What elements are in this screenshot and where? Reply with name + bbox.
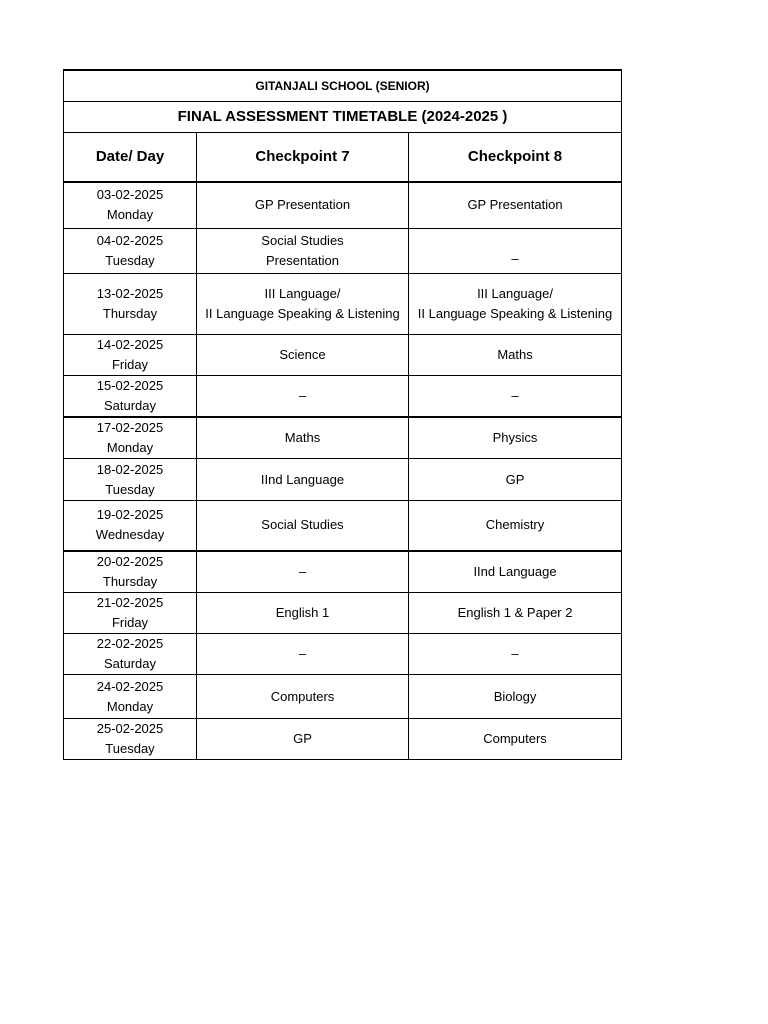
date-day-cell (64, 334, 197, 375)
checkpoint-7-cell (197, 228, 409, 273)
table-row (64, 675, 622, 719)
subject-text: – (511, 646, 519, 661)
day-text: Tuesday (105, 481, 155, 497)
subject-text: – (511, 250, 519, 266)
table-row (64, 593, 622, 634)
checkpoint-7-cell (197, 634, 409, 675)
timetable-table (63, 69, 622, 760)
day-text: Friday (111, 615, 149, 630)
checkpoint-8-cell (409, 501, 622, 551)
day-text: Monday (106, 207, 154, 223)
table-row (64, 501, 622, 551)
table-row (64, 719, 622, 760)
header-row (64, 133, 622, 183)
day-text: Thursday (102, 305, 158, 321)
subject-text: Science (279, 346, 326, 362)
subject-text: III Language/ (264, 285, 341, 301)
subject-text: GP (505, 471, 525, 487)
subject-text: – (298, 646, 307, 661)
date-day-cell (64, 228, 197, 273)
subject-text: Maths (284, 429, 321, 445)
date-text: 24-02-2025 (96, 678, 164, 694)
checkpoint-8-cell (409, 459, 622, 501)
date-text: 13-02-2025 (96, 285, 164, 301)
header-date-day: Date/ Day (64, 133, 197, 183)
checkpoint-8-cell (409, 593, 622, 634)
subject-text: Maths (497, 346, 533, 362)
subject-text: English 1 (275, 605, 330, 620)
date-text: 22-02-2025 (96, 636, 164, 651)
day-text: Wednesday (95, 527, 165, 543)
checkpoint-8-cell (409, 551, 622, 593)
day-text: Friday (111, 356, 149, 372)
subject-text: GP Presentation (254, 197, 351, 213)
checkpoint-7-cell (197, 375, 409, 417)
checkpoint-8-cell (409, 375, 622, 417)
checkpoint-8-cell (409, 182, 622, 228)
checkpoint-8-cell (409, 334, 622, 375)
checkpoint-7-cell (197, 593, 409, 634)
subject-text: Presentation (266, 252, 339, 268)
table-row (64, 551, 622, 593)
date-day-cell (64, 501, 197, 551)
date-text: 15-02-2025 (96, 377, 164, 393)
header-checkpoint-8: Checkpoint 8 (409, 133, 622, 183)
checkpoint-7-cell (197, 334, 409, 375)
table-row (64, 228, 622, 273)
date-text: 18-02-2025 (96, 461, 164, 477)
checkpoint-7-cell (197, 501, 409, 551)
table-row (64, 634, 622, 675)
header-checkpoint-7: Checkpoint 7 (197, 133, 409, 183)
subject-text: Chemistry (485, 517, 545, 533)
title-row (64, 102, 622, 133)
subject-text: IInd Language (473, 563, 557, 579)
date-day-cell (64, 273, 197, 334)
date-text: 21-02-2025 (96, 595, 164, 610)
subject-text: GP Presentation (467, 197, 563, 213)
checkpoint-7-cell (197, 417, 409, 459)
table-row (64, 417, 622, 459)
subject-text: III Language/ (477, 285, 553, 301)
checkpoint-7-cell (197, 675, 409, 719)
table-row (64, 375, 622, 417)
subject-text: – (298, 563, 307, 579)
date-text: 19-02-2025 (96, 507, 164, 523)
date-text: 04-02-2025 (96, 232, 164, 248)
table-row (64, 459, 622, 501)
date-day-cell (64, 375, 197, 417)
subject-text: Social Studies (261, 517, 344, 533)
day-text: Monday (106, 698, 154, 714)
date-day-cell (64, 182, 197, 228)
day-text: Saturday (103, 656, 157, 671)
timetable-sheet (63, 69, 621, 760)
subject-text: – (511, 387, 519, 403)
checkpoint-7-cell (197, 273, 409, 334)
day-text: Tuesday (105, 741, 155, 756)
checkpoint-8-cell (409, 417, 622, 459)
date-text: 17-02-2025 (96, 419, 164, 435)
subject-text: – (298, 387, 307, 403)
day-text: Thursday (102, 573, 158, 589)
table-row (64, 182, 622, 228)
subject-text: English 1 & Paper 2 (457, 605, 573, 620)
date-text: 25-02-2025 (96, 721, 164, 736)
date-day-cell (64, 459, 197, 501)
school-row (64, 70, 622, 102)
date-day-cell (64, 417, 197, 459)
day-text: Monday (106, 439, 154, 455)
subject-text: IInd Language (260, 471, 345, 487)
subject-text: Physics (492, 429, 538, 445)
subject-text: GP (293, 731, 312, 746)
checkpoint-8-cell (409, 273, 622, 334)
subject-text: Computers (270, 688, 335, 704)
date-text: 03-02-2025 (96, 187, 164, 203)
checkpoint-8-cell (409, 634, 622, 675)
date-day-cell (64, 675, 197, 719)
checkpoint-8-cell (409, 719, 622, 760)
day-text: Saturday (103, 397, 157, 413)
table-row (64, 334, 622, 375)
checkpoint-8-cell (409, 228, 622, 273)
checkpoint-7-cell (197, 551, 409, 593)
checkpoint-7-cell (197, 459, 409, 501)
date-day-cell (64, 634, 197, 675)
date-text: 20-02-2025 (96, 553, 164, 569)
timetable-title: FINAL ASSESSMENT TIMETABLE (2024-2025 ) (64, 102, 622, 133)
subject-text: Computers (483, 731, 547, 746)
subject-text: II Language Speaking & Listening (205, 305, 400, 321)
school-name: GITANJALI SCHOOL (SENIOR) (64, 70, 622, 102)
table-row (64, 273, 622, 334)
subject-text: Social Studies (261, 232, 344, 248)
checkpoint-7-cell (197, 719, 409, 760)
checkpoint-8-cell (409, 675, 622, 719)
date-day-cell (64, 593, 197, 634)
checkpoint-7-cell (197, 182, 409, 228)
date-day-cell (64, 551, 197, 593)
subject-text: Biology (493, 688, 537, 704)
date-text: 14-02-2025 (96, 336, 164, 352)
date-day-cell (64, 719, 197, 760)
day-text: Tuesday (105, 252, 155, 268)
subject-text: II Language Speaking & Listening (417, 305, 613, 321)
